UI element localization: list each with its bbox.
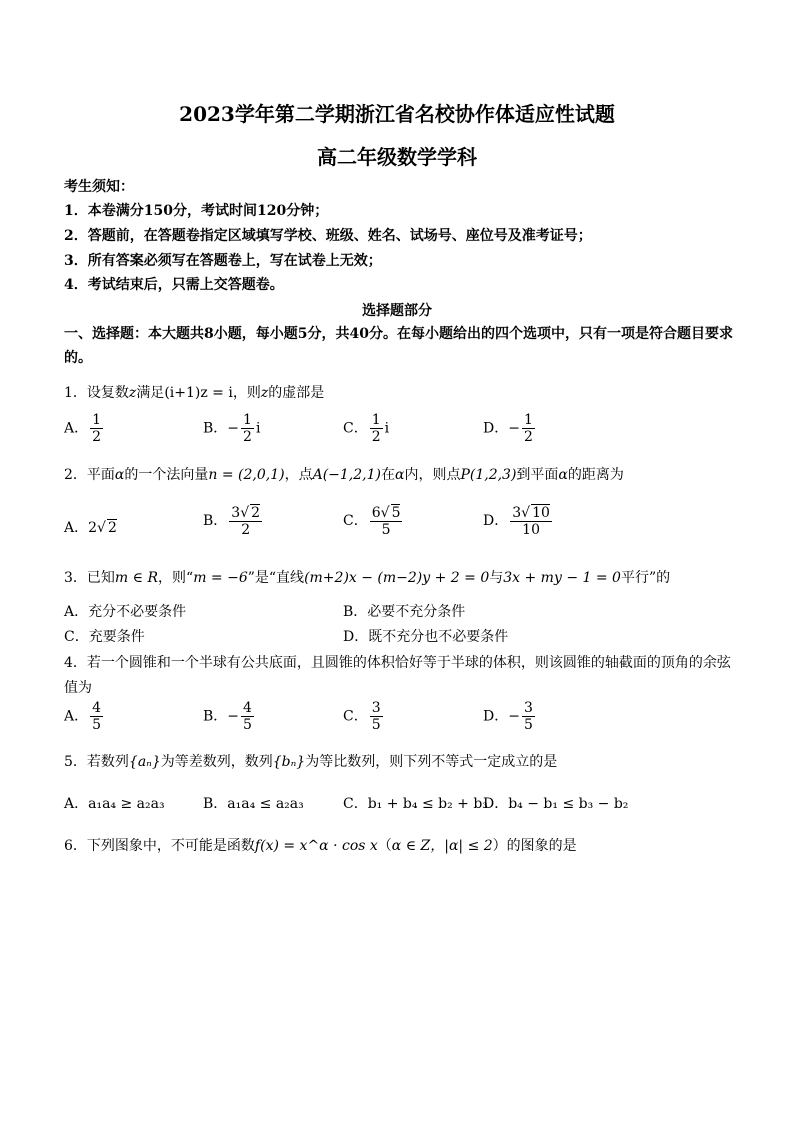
denominator: 10 [522,522,540,539]
question-text: 平面 [86,467,115,483]
fraction [90,412,103,445]
math-expression: {bₙ} [272,754,306,770]
question-text: 若数列 [86,754,129,770]
math-expression: m ∈ R [114,570,159,586]
question-text: 设复数 [86,385,129,401]
question-text: （ [377,838,392,854]
question-text: 与 [489,570,504,586]
fraction [370,504,403,538]
denominator: 2 [523,429,533,446]
question-number: 5． [64,754,87,770]
question-number: 4． [64,655,87,671]
coefficient: 3 [231,505,241,521]
math-var: z [128,385,137,401]
minus-sign: − [227,708,240,725]
section-title: 选择题部分 [362,303,432,319]
option-label: B． [203,708,228,725]
math-expression: f(x) = x^α · cos x [254,838,378,854]
fraction [241,412,254,445]
question-number: 1． [64,385,87,401]
question-text: 的距离为 [567,467,624,483]
math-expression: 3x + my − 1 = 0 [503,570,621,586]
option-label: A． [64,708,89,725]
question-text: 到平面 [516,467,559,483]
numerator: 4 [243,700,252,716]
question-text: 的虚部是 [268,385,325,401]
option-a [64,412,105,445]
question-text: 为等比数列，则下列不等式一定成立的是 [305,754,558,770]
fraction [229,504,262,538]
denominator: 5 [92,717,102,734]
question-text: ，点 [284,467,313,483]
fraction [370,700,383,733]
question-text: 平行”的 [620,570,671,586]
question-text: 已知 [86,570,115,586]
minus-sign: − [227,420,240,437]
denominator: 2 [243,429,252,446]
numerator: 1 [243,412,252,428]
notice-heading: 考生须知： [64,179,134,195]
question-1 [64,382,324,402]
option-a: A．2√ 2 [64,520,117,536]
question-5 [64,751,557,771]
option-label: C． [343,420,368,437]
numerator: 3 [371,700,381,716]
option-b [203,412,260,445]
denominator: 5 [371,717,381,734]
option-d [483,412,537,445]
option-c: C．b₁ + b₄ ≤ b₂ + b₃ [343,796,488,812]
notice-item: 2．答题前，在答题卷指定区域填写学校、班级、姓名、试场号、座位号及准考证号； [64,228,592,244]
denominator: 5 [243,717,252,734]
math-expression: (m+2)x − (m−2)y + 2 = 0 [304,570,490,586]
question-6 [64,835,577,855]
question-text: 在 [380,467,395,483]
option-c [343,504,404,538]
option-label: C． [343,513,368,530]
question-3 [64,567,670,587]
option-label: B． [203,513,228,530]
denominator: 5 [523,717,533,734]
denominator: 2 [371,429,381,446]
fraction [370,412,383,445]
question-text: ，则“ [158,570,194,586]
question-text: 下列图象中，不可能是函数 [86,838,255,854]
imaginary-unit: i [255,420,261,437]
exam-title: 2023学年第二学期浙江省名校协作体适应性试题 [179,102,615,126]
question-text: 内，则点 [404,467,461,483]
option-b [203,700,256,733]
option-label: D． [483,708,509,725]
option-label: A． [64,520,89,536]
coefficient: 2 [88,520,98,536]
option-a: A．a₁a₄ ≥ a₂a₃ [64,796,165,812]
math-var: α [394,467,405,483]
option-a: A．充分不必要条件 [64,604,187,620]
numerator: 4 [92,700,102,716]
option-b [203,504,264,538]
math-expression: P(1,2,3) [460,467,517,483]
numerator: 6√ 5 [371,505,401,521]
question-4 [64,652,731,672]
option-c [343,412,389,445]
denominator: 2 [92,429,102,446]
question-text: 的一个法向量 [124,467,209,483]
option-label: C． [343,708,368,725]
radicand: 5 [391,505,401,521]
exam-subtitle: 高二年级数学学科 [317,145,477,169]
option-b: B．必要不充分条件 [343,604,466,620]
question-text: ）的图象的是 [492,838,577,854]
math-expression: {aₙ} [128,754,161,770]
numerator: 3√ 2 [231,505,261,521]
coefficient: 3 [512,505,522,521]
question-4-continued: 值为 [64,680,92,696]
notice-item: 4．考试结束后，只需上交答题卷。 [64,277,284,293]
option-d [483,504,554,538]
math-expression: n = (2,0,1) [208,467,285,483]
option-label: D． [483,513,509,530]
question-2 [64,464,624,484]
option-label: B． [203,420,228,437]
denominator: 5 [381,522,391,539]
fraction [522,700,535,733]
radicand: 10 [532,505,550,521]
minus-sign: − [508,420,520,437]
notice-item: 1．本卷满分150分，考试时间120分钟； [64,203,329,219]
numerator: 1 [523,412,533,428]
math-var: z [260,385,269,401]
option-c [343,700,385,733]
fraction [90,700,103,733]
question-text: ”是“直线 [247,570,305,586]
question-number: 3． [64,570,87,586]
radicand: 2 [107,520,117,536]
fraction [510,504,552,538]
option-d: D．既不充分也不必要条件 [343,629,509,645]
denominator: 2 [241,522,251,539]
coefficient: 6 [371,505,381,521]
option-label: A． [64,420,89,437]
question-number: 2． [64,467,87,483]
imaginary-unit: i [384,420,390,437]
question-text: ，则 [232,385,261,401]
option-d [483,700,537,733]
option-b: B．a₁a₄ ≤ a₂a₃ [203,796,304,812]
fraction [241,700,254,733]
math-expression: α ∈ Z，|α| ≤ 2 [391,838,493,854]
option-c: C．充要条件 [64,629,145,645]
numerator: 1 [371,412,381,428]
numerator: 1 [92,412,102,428]
math-var: α [114,467,125,483]
question-text: 为等差数列，数列 [160,754,273,770]
question-text: 若一个圆锥和一个半球有公共底面，且圆锥的体积恰好等于半球的体积，则该圆锥的轴截面的顶角的余弦 [86,655,731,671]
option-d: D．b₄ − b₁ ≤ b₃ − b₂ [483,796,629,812]
math-expression: (i+1)z = i [164,385,233,401]
math-expression: A(−1,2,1) [312,467,381,483]
question-number: 6． [64,838,87,854]
notice-item: 3．所有答案必须写在答题卷上，写在试卷上无效； [64,253,382,269]
option-a [64,700,105,733]
numerator: 3 [523,700,533,716]
numerator: 3√ 10 [512,505,550,521]
option-label: D． [483,420,509,437]
question-text: 满足 [136,385,165,401]
minus-sign: − [508,708,520,725]
math-var: α [558,467,568,483]
math-expression: m = −6 [193,570,248,586]
fraction [522,412,535,445]
part-one-instructions: 一、选择题：本大题共8小题，每小题5分，共40分。在每小题给出的四个选项中，只有一项是符合题目要求的。 [64,326,733,366]
radicand: 2 [251,505,261,521]
